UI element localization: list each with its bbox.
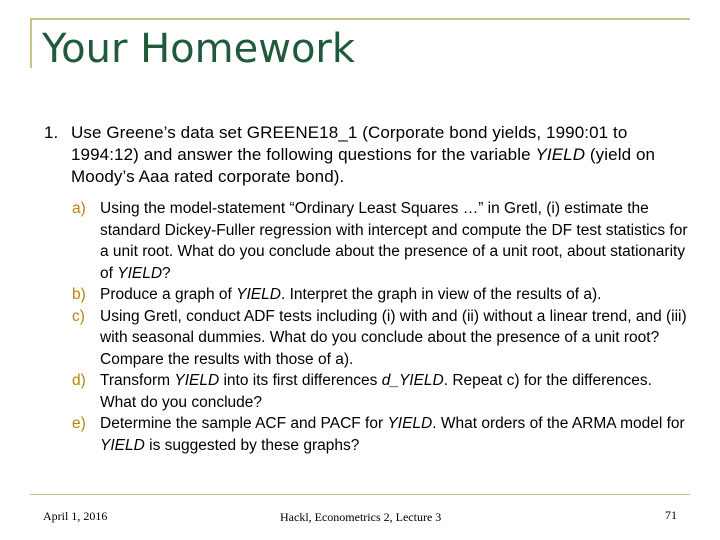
subquestion-b: b) Produce a graph of YIELD. Interpret the graph in view of the results of a). [72,284,692,306]
page-number: 71 [665,508,677,522]
footer-rule [30,494,690,495]
subquestion-letter: a) [72,200,86,217]
subquestion-letter: d) [72,372,86,389]
slide-title: Your Homework [42,26,356,72]
subquestion-d: d) Transform YIELD into its first differences d_YIELD. Repeat c) for the differences. What do you conclude? [72,372,652,411]
question-number: 1. [44,123,59,142]
subquestion-a: a) Using the model-statement “Ordinary Least Squares …” in Gretl, (i) estimate the standard Dickey-Fuller regression with intercept and compute the DF test statistics for a unit root. What do you conclude about the presence of a unit root, about stationarity of YIELD? [72,200,688,282]
subquestion-letter: b) [72,286,86,303]
subquestion-letter: c) [72,307,85,325]
footer-date: April 1, 2016 [43,509,108,523]
title-rule-top [30,18,690,20]
question-1 [44,122,664,188]
subquestion-letter: e) [72,415,86,432]
subquestion-list [72,198,692,456]
subquestion-c: c) Using Gretl, conduct ADF tests including (i) with and (ii) without a linear trend, and (iii) with seasonal dummies. What do you conclude about the presence of a unit root? Compare the results with those of a). [72,307,687,368]
question-text: Use Greene’s data set GREENE18_1 (Corporate bond yields, 1990:01 to 1994:12) and answer the following questions for the variable YIELD (yield on Moody’s Aaa rated corporate bond). [71,123,656,186]
subquestion-e: e) Determine the sample ACF and PACF for YIELD. What orders of the ARMA model for YIELD is suggested by these graphs? [72,415,685,454]
footer-course: Hackl, Econometrics 2, Lecture 3 [280,510,442,524]
title-rule-left [30,18,32,68]
